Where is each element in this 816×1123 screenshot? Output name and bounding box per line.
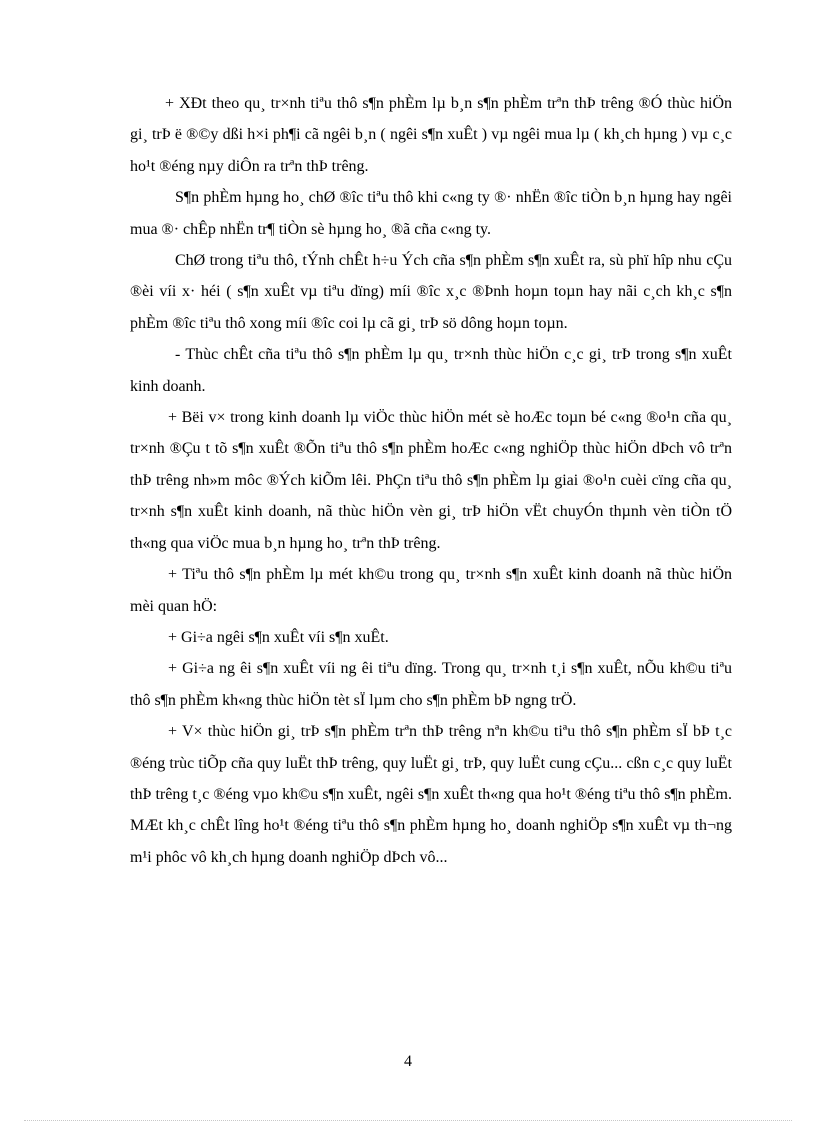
document-body — [130, 88, 732, 873]
paragraph-6: + Tiªu thô s¶n phÈm lµ mét kh©u trong qu¸ tr×nh s¶n xuÊt kinh doanh nã thùc hiÖn mèi quan hÖ: — [130, 566, 732, 615]
paragraph-3: ChØ trong tiªu thô, tÝnh chÊt h÷u Ých cña s¶n phÈm s¶n xuÊt ra, sù phï hîp nhu cÇu ®èi víi x· héi ( s¶n xuÊt vµ tiªu dïng) míi ®îc x¸c ®Þnh hoµn toµn hay nãi c¸ch kh¸c s¶n phÈm ®îc tiªu thô xong míi ®îc coi lµ cã gi¸ trÞ sö dông hoµn toµn. — [130, 252, 732, 332]
paragraph-9: + V× thùc hiÖn gi¸ trÞ s¶n phÈm trªn thÞ trêng nªn kh©u tiªu thô s¶n phÈm sÏ bÞ t¸c ®éng trùc tiÕp cña quy luËt thÞ trêng, quy luËt gi¸ trÞ, quy luËt cung cÇu... cßn c¸c quy luËt thÞ trêng t¸c ®éng vµo kh©u s¶n xuÊt, ngêi s¶n xuÊt th«ng qua ho¹t ®éng tiªu thô s¶n phÈm. MÆt kh¸c chÊt lîng ho¹t ®éng tiªu thô s¶n phÈm hµng ho¸ doanh nghiÖp s¶n xuÊt vµ th¬ng m¹i phôc vô kh¸ch hµng doanh nghiÖp dÞch vô... — [130, 723, 732, 866]
page-number: 4 — [404, 1053, 412, 1070]
paragraph-1: + XĐt theo qu¸ tr×nh tiªu thô s¶n phÈm lµ b¸n s¶n phÈm trªn thÞ trêng ®Ó thùc hiÖn gi¸ trÞ ë ®©y dßi h×i ph¶i cã ngêi b¸n ( ngêi s¶n xuÊt ) vµ ngêi mua lµ ( kh¸ch hµng ) vµ c¸c ho¹t ®éng nµy diÔn ra trªn thÞ trêng. — [130, 95, 732, 175]
page-bottom-edge — [24, 1120, 792, 1121]
paragraph-4: - Thùc chÊt cña tiªu thô s¶n phÈm lµ qu¸ tr×nh thùc hiÖn c¸c gi¸ trÞ trong s¶n xuÊt kinh doanh. — [130, 346, 732, 395]
paragraph-8: + Gi÷a ng êi s¶n xuÊt víi ng êi tiªu dïng. Trong qu¸ tr×nh t¸i s¶n xuÊt, nÕu kh©u tiªu thô s¶n phÈm kh«ng thùc hiÖn tèt sÏ lµm cho s¶n phÈm bÞ ngng trÖ. — [130, 660, 732, 709]
paragraph-7: + Gi÷a ngêi s¶n xuÊt víi s¶n xuÊt. — [168, 628, 389, 646]
paragraph-2: S¶n phÈm hµng ho¸ chØ ®îc tiªu thô khi c«ng ty ®· nhËn ®îc tiÒn b¸n hµng hay ngêi mua ®· chÊp nhËn tr¶ tiÒn sè hµng ho¸ ®ã cña c«ng ty. — [130, 189, 732, 238]
paragraph-5: + Bëi v× trong kinh doanh lµ viÖc thùc hiÖn mét sè hoÆc toµn bé c«ng ®o¹n cña qu¸ tr×nh ®Çu t tõ s¶n xuÊt ®Õn tiªu thô s¶n phÈm hoÆc c«ng nghiÖp thùc hiÖn dÞch vô trªn thÞ trêng nh»m môc ®Ých kiÕm lêi. PhÇn tiªu thô s¶n phÈm lµ giai ®o¹n cuèi cïng cña qu¸ tr×nh s¶n xuÊt kinh doanh, nã thùc hiÖn vèn gi¸ trÞ hiÖn vËt chuyÓn thµnh vèn tiÒn tÖ th«ng qua viÖc mua b¸n hµng ho¸ trªn thÞ trêng. — [130, 409, 732, 552]
